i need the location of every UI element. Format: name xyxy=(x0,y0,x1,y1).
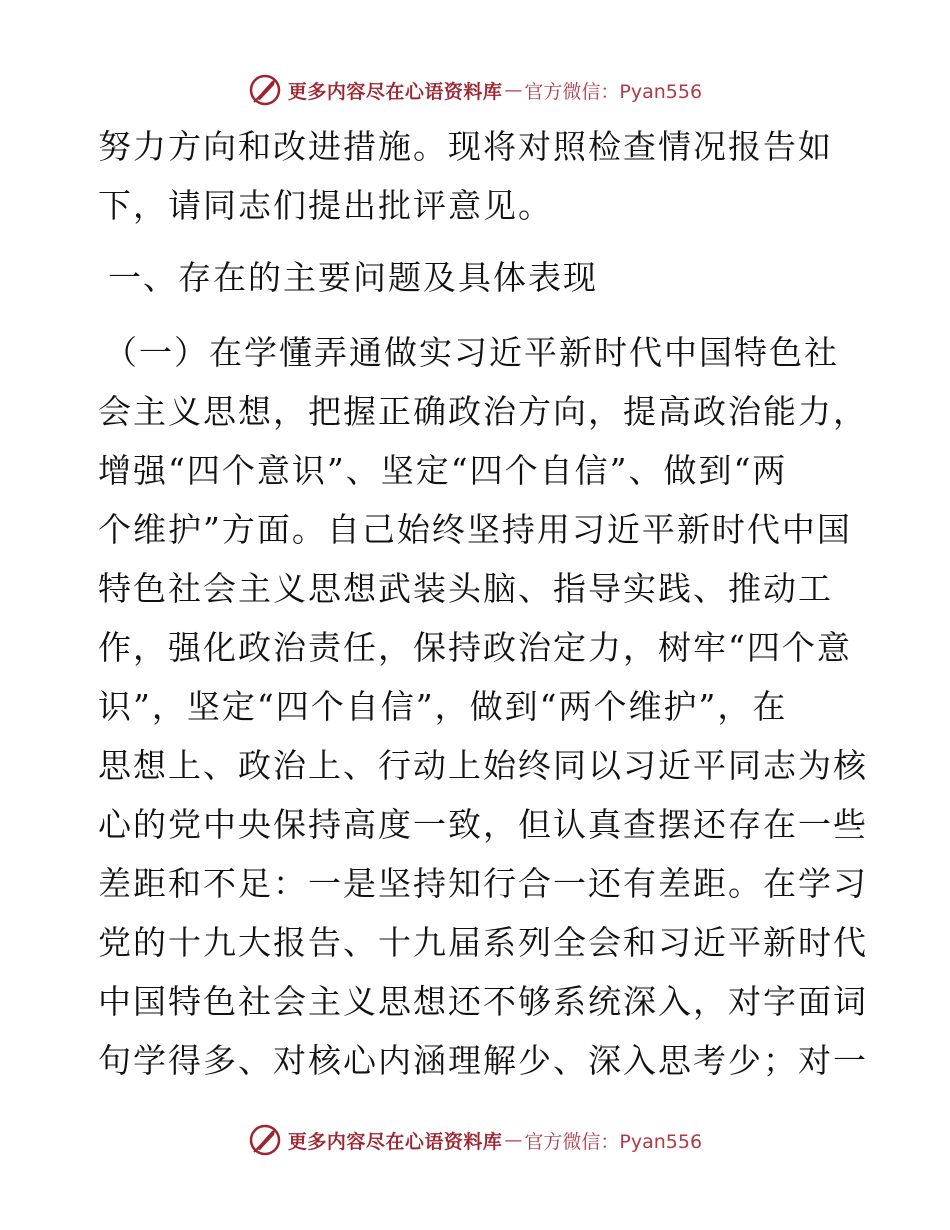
footer-watermark-banner xyxy=(0,1120,950,1160)
feather-pen-logo-icon xyxy=(248,73,282,107)
footer-wechat-text: 官方微信：Pyan556 xyxy=(524,1130,703,1153)
section-heading: 一、存在的主要问题及具体表现 xyxy=(108,258,598,297)
body-line-8: 特色社会主义思想武装头脑、指导实践、推动工 xyxy=(98,569,833,608)
body-line-6: 增强“四个意识”、坚定“四个自信”、做到“两 xyxy=(98,451,788,490)
body-line-13: 差距和不足：一是坚持知行合一还有差距。在学习 xyxy=(98,864,868,903)
footer-separator: — xyxy=(504,1129,523,1151)
header-brand-text: 更多内容尽在心语资料库 xyxy=(287,80,503,103)
body-line-14: 党的十九大报告、十九届系列全会和习近平新时代 xyxy=(98,923,868,962)
body-line-7: 个维护”方面。自己始终坚持用习近平新时代中国 xyxy=(98,510,852,549)
body-line-16: 句学得多、对核心内涵理解少、深入思考少；对一 xyxy=(98,1041,868,1080)
body-line-1: 努力方向和改进措施。现将对照检查情况报告如 xyxy=(98,127,833,166)
body-line-5: 会主义思想，把握正确政治方向，提高政治能力， xyxy=(98,392,868,431)
body-line-10: 识”，坚定“四个自信”，做到“两个维护”，在 xyxy=(98,687,788,726)
footer-brand-text: 更多内容尽在心语资料库 xyxy=(287,1130,503,1153)
body-line-12: 心的党中央保持高度一致，但认真查摆还存在一些 xyxy=(98,805,868,844)
header-wechat-text: 官方微信：Pyan556 xyxy=(524,80,703,103)
subsection-heading-line-1: （一）在学懂弄通做实习近平新时代中国特色社 xyxy=(104,333,839,372)
body-line-2: 下，请同志们提出批评意见。 xyxy=(98,186,553,225)
body-line-11: 思想上、政治上、行动上始终同以习近平同志为核 xyxy=(98,746,868,785)
header-separator: — xyxy=(504,79,523,101)
header-watermark-banner xyxy=(0,70,950,110)
body-line-9: 作，强化政治责任，保持政治定力，树牢“四个意 xyxy=(98,628,852,667)
feather-pen-logo-icon xyxy=(248,1123,282,1157)
body-line-15: 中国特色社会主义思想还不够系统深入，对字面词 xyxy=(98,982,868,1021)
